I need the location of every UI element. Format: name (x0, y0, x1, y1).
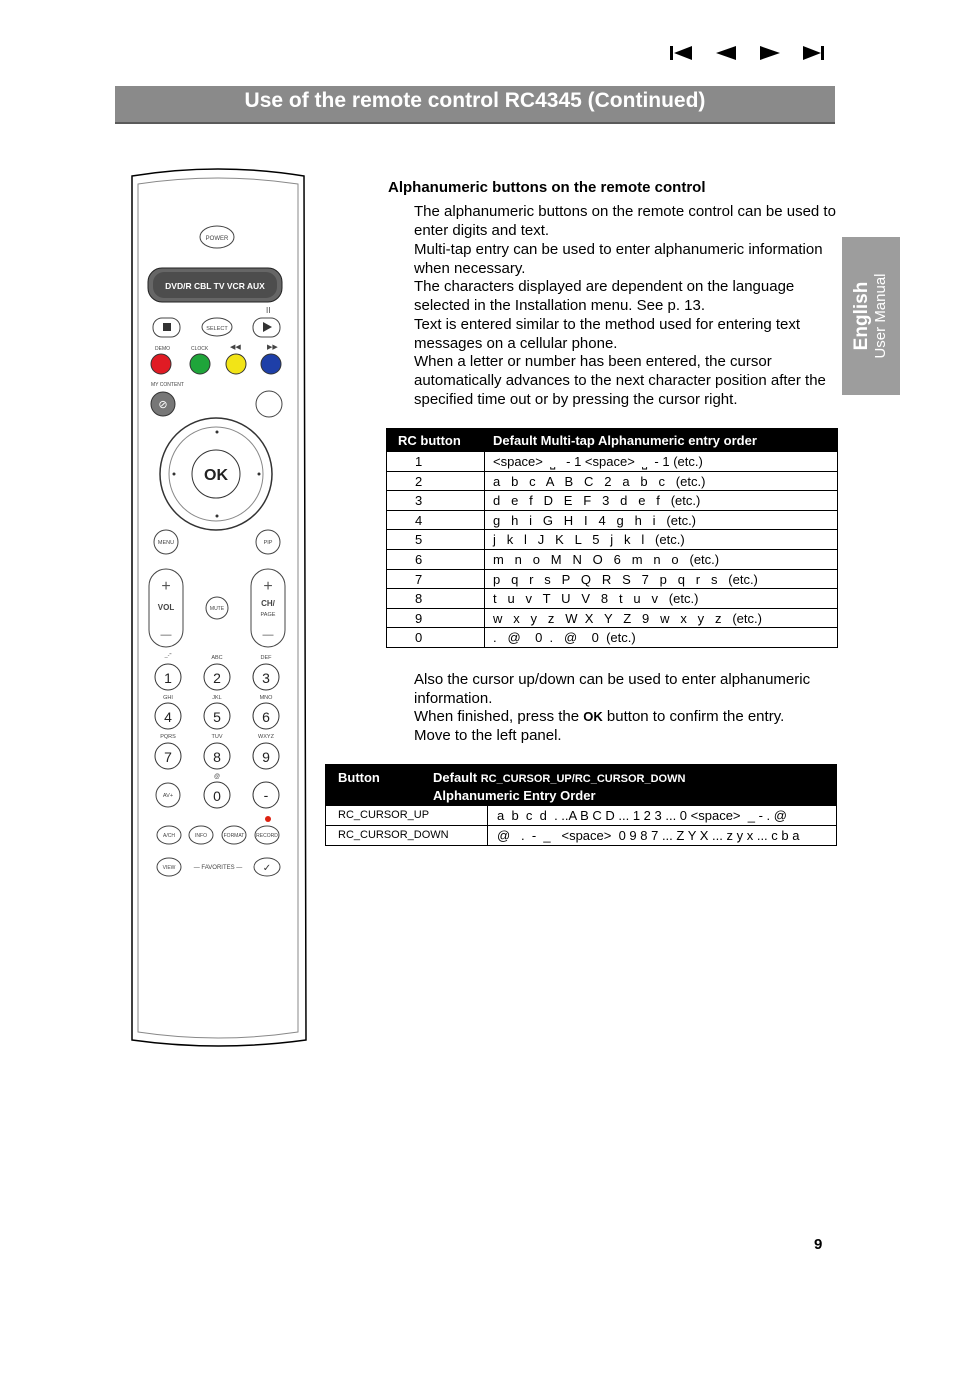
intro-paragraph-4: Text is entered similar to the method used for entering text messages on a cellular phone. (414, 316, 801, 352)
entry-order-cell: <space> ⎵ - 1 <space> ⎵ - 1 (etc.) (493, 454, 703, 469)
power-button[interactable] (200, 226, 234, 248)
digit-key-2[interactable] (204, 664, 230, 690)
header-default-word: Default (433, 770, 478, 785)
page-number: 9 (814, 1236, 823, 1253)
entry-order-cell: a b c A B C 2 a b c (etc.) (493, 473, 706, 489)
option-button[interactable] (256, 391, 282, 417)
section-heading: Alphanumeric buttons on the remote control (388, 179, 706, 196)
key-1-letters: _-" (164, 653, 172, 659)
cursor-table-header (326, 765, 836, 805)
key-7-letters: PQRS (160, 734, 176, 740)
digit-key-8[interactable] (204, 743, 230, 769)
select-button[interactable] (202, 318, 232, 336)
multitap-table (386, 428, 838, 648)
stop-button[interactable] (153, 318, 180, 337)
rc-button-cell: 6 (415, 551, 423, 567)
language-tab-label (852, 273, 890, 358)
rc-button-cell: 5 (415, 532, 423, 548)
digit-key-3[interactable] (253, 664, 279, 690)
cursor-text-before-ok: When finished, press the (414, 708, 584, 725)
view-button[interactable] (157, 858, 181, 876)
cursor-paragraph-1: Also the cursor up/down can be used to enter alphanumeric information. (414, 671, 811, 707)
digit-key-label: 6 (262, 709, 270, 725)
page-label: PAGE (260, 612, 276, 618)
rc-button-cell: 0 (415, 630, 423, 646)
rewind-icon: ◀◀ (230, 344, 241, 351)
yellow-button[interactable] (226, 354, 246, 374)
dash-button[interactable] (253, 782, 279, 808)
entry-order-cell: d e f D E F 3 d e f (etc.) (493, 493, 701, 509)
digit-key-6[interactable] (253, 703, 279, 729)
fast-forward-icon: ▶▶ (267, 344, 278, 351)
button-cell: RC_CURSOR_DOWN (338, 829, 449, 841)
cursor-table (325, 764, 837, 846)
rc-button-cell: 7 (415, 571, 423, 587)
key-0-symbol: @ (213, 774, 221, 780)
pip-button[interactable] (256, 530, 280, 554)
rc-button-cell: 3 (415, 493, 423, 509)
ok-key-label: OK (583, 709, 603, 724)
stop-icon (163, 323, 171, 331)
digit-key-5[interactable] (204, 703, 230, 729)
info-label: INFO (195, 833, 207, 839)
intro-paragraph-5: When a letter or number has been entered, the cursor automatically advances to the next character position after the specified time out or by pressing the cursor right. (414, 353, 826, 408)
ach-label: A/CH (163, 833, 175, 839)
digit-key-4[interactable] (155, 703, 181, 729)
record-button[interactable] (255, 826, 279, 844)
entry-order-cell: m n o M N O 6 m n o (etc.) (493, 551, 720, 567)
select-label: SELECT (206, 326, 228, 332)
digit-key-label: 0 (213, 788, 221, 804)
digit-key-9[interactable] (253, 743, 279, 769)
pip-label: PIP (263, 540, 273, 546)
intro-paragraph-3: The characters displayed are dependent on the language selected in the Installation menu. See p. 13. (414, 278, 795, 314)
format-label: FORMAT (223, 833, 245, 839)
my-content-button[interactable] (151, 392, 175, 416)
channel-up-icon: + (263, 578, 273, 595)
format-button[interactable] (222, 826, 246, 844)
mute-label: MUTE (209, 606, 225, 612)
digit-key-label: 3 (262, 670, 270, 686)
table-row (387, 569, 837, 589)
menu-button[interactable] (154, 530, 178, 554)
table-row (326, 805, 836, 825)
user-manual-label: User Manual (872, 273, 889, 359)
source-modes-label: DVD/R CBL TV VCR AUX (165, 281, 265, 291)
record-indicator (265, 816, 271, 822)
header-button: Button (338, 770, 380, 785)
cursor-paragraph-3: Move to the left panel. (414, 727, 562, 744)
entry-order-cell: j k l J K L 5 j k l (etc.) (493, 532, 685, 548)
av-plus-label: AV+ (162, 793, 174, 799)
rc-button-cell: 9 (415, 610, 423, 626)
table-row (387, 510, 837, 530)
multitap-table-header (387, 429, 837, 451)
power-label: POWER (205, 236, 229, 242)
av-plus-button[interactable] (156, 783, 180, 807)
digit-key-label: 8 (213, 749, 221, 765)
volume-down-icon: — (160, 629, 172, 641)
info-button[interactable] (189, 826, 213, 844)
record-label: RECORD (256, 833, 278, 839)
digit-key-label: 2 (213, 670, 221, 686)
header-rc-button: RC button (398, 433, 461, 448)
clock-label: CLOCK (191, 346, 209, 352)
check-icon: ✓ (262, 863, 272, 874)
volume-up-icon: + (161, 578, 171, 595)
key-9-letters: WXYZ (258, 734, 274, 740)
entry-order-cell: g h i G H I 4 g h i (etc.) (493, 512, 697, 528)
digit-key-7[interactable] (155, 743, 181, 769)
header-default (433, 770, 685, 785)
volume-rocker[interactable] (149, 569, 183, 647)
entry-order-cell: t u v T U V 8 t u v (etc.) (493, 591, 699, 607)
table-row (326, 825, 836, 845)
favorites-check-button[interactable] (254, 858, 280, 876)
table-row (387, 608, 837, 628)
menu-label: MENU (157, 540, 175, 546)
intro-paragraph-2: Multi-tap entry can be used to enter alphanumeric information when necessary. (414, 241, 823, 277)
key-2-letters: ABC (211, 655, 223, 661)
header-entry-order: Alphanumeric Entry Order (433, 788, 596, 803)
my-content-label: MY CONTENT (151, 382, 184, 388)
intro-paragraph-1: The alphanumeric buttons on the remote control can be used to enter digits and text. (414, 203, 836, 239)
header-entry-order: Default Multi-tap Alphanumeric entry order (493, 433, 757, 448)
next-icon[interactable] (760, 46, 780, 60)
header-cursor-codes: RC_CURSOR_UP/RC_CURSOR_DOWN (480, 773, 686, 785)
skip-first-icon[interactable] (670, 46, 692, 60)
title-underline (115, 122, 835, 124)
remote-control-illustration (126, 168, 311, 1053)
page-nav (668, 40, 838, 66)
table-row (387, 627, 837, 647)
key-5-letters: JKL (212, 695, 222, 701)
table-row (387, 588, 837, 608)
my-content-icon: ⊘ (158, 399, 168, 411)
rc-button-cell: 1 (415, 454, 423, 469)
entry-order-cell: p q r s P Q R S 7 p q r s (etc.) (493, 571, 758, 587)
table-row (387, 549, 837, 569)
rc-button-cell: 8 (415, 591, 423, 607)
page-title: Use of the remote control RC4345 (Continued) (115, 86, 835, 122)
entry-order-cell: a b c d . ..A B C D ... 1 2 3 ... 0 <space> _ - . @ (497, 808, 787, 823)
green-button[interactable] (190, 354, 210, 374)
digit-key-label: 5 (213, 709, 221, 725)
key-3-letters: DEF (260, 655, 272, 661)
entry-order-cell: @ . - _ <space> 0 9 8 7 ... Z Y X ... z y x ... c b a (497, 828, 800, 843)
digit-key-label: 4 (164, 709, 172, 725)
rc-button-cell: 4 (415, 512, 423, 528)
key-4-letters: GHI (163, 695, 173, 701)
digit-key-label: 9 (262, 749, 270, 765)
digit-key-label: 7 (164, 749, 172, 765)
source-mode-selector[interactable] (148, 268, 282, 302)
dash-label: - (263, 787, 269, 803)
ok-button[interactable] (192, 450, 240, 498)
vol-label: VOL (157, 603, 175, 612)
table-row (387, 471, 837, 491)
view-label: VIEW (162, 865, 176, 871)
pause-icon: II (266, 306, 271, 315)
skip-last-icon[interactable] (803, 46, 824, 60)
button-cell: RC_CURSOR_UP (338, 809, 430, 821)
digit-key-label: 1 (164, 670, 172, 686)
ok-label: OK (204, 467, 228, 484)
favorites-label: — FAVORITES — (193, 865, 243, 871)
channel-rocker[interactable] (251, 569, 285, 647)
demo-label: DEMO (155, 346, 170, 352)
entry-order-cell: w x y z W X Y Z 9 w x y z (etc.) (493, 610, 762, 626)
blue-button[interactable] (261, 354, 281, 374)
cursor-text-after-ok: button to confirm the entry. (602, 708, 785, 725)
mute-button[interactable] (206, 597, 228, 619)
rc-button-cell: 2 (415, 473, 423, 489)
table-row (387, 490, 837, 510)
ch-label: CH/ (261, 599, 275, 608)
key-6-letters: MNO (259, 695, 273, 701)
entry-order-cell: . @ 0 . @ 0 (etc.) (493, 630, 636, 646)
table-row (387, 529, 837, 549)
language-label: English (851, 281, 872, 351)
key-8-letters: TUV (211, 734, 223, 740)
ach-button[interactable] (157, 826, 181, 844)
cursor-paragraph-2 (414, 708, 839, 727)
digit-key-1[interactable] (155, 664, 181, 690)
previous-icon[interactable] (716, 46, 736, 60)
digit-key-0[interactable] (204, 782, 230, 808)
play-button[interactable] (253, 318, 280, 337)
channel-down-icon: — (262, 629, 274, 641)
table-row (387, 451, 837, 471)
red-button[interactable] (151, 354, 171, 374)
